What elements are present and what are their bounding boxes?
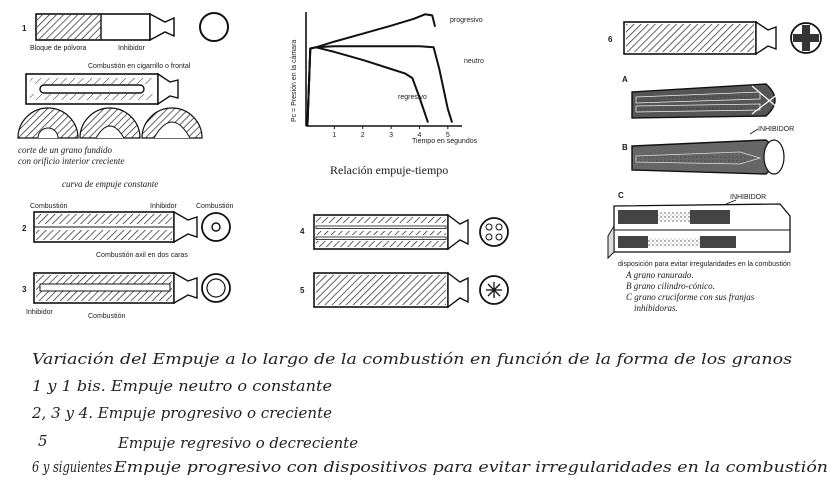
burn-section-c xyxy=(142,108,202,138)
label-c: C xyxy=(618,191,624,200)
burn-sections xyxy=(18,108,202,138)
label-inhibitor-b: INHIBIDOR xyxy=(758,126,795,133)
core-channel xyxy=(40,85,144,93)
cross-section-1 xyxy=(200,13,228,41)
handwritten-notes xyxy=(31,350,828,476)
item-number-3: 3 xyxy=(22,285,27,294)
chart-title: Relación empuje-tiempo xyxy=(330,163,449,177)
grain-1bis xyxy=(26,74,178,104)
x-tick-label: 1 xyxy=(332,132,337,139)
label-inhibitor-2: Inhibidor xyxy=(150,203,177,210)
hand-line-5-num: 6 y siguientes xyxy=(32,458,113,476)
grain-1 xyxy=(22,13,228,52)
nozzle-1 xyxy=(150,14,174,40)
series-group xyxy=(307,14,452,126)
series-label-regresivo: regresivo xyxy=(398,94,427,101)
series-line-progresivo xyxy=(307,14,435,126)
note-c-2: inhibidoras. xyxy=(634,303,678,313)
label-inhibitor-c: INHIBIDOR xyxy=(730,194,767,201)
thrust-curve-label: curva de empuje constante xyxy=(62,179,159,189)
label-combustion-2a: Combustión xyxy=(30,203,68,210)
note-b: B grano cilindro-cónico. xyxy=(626,281,715,291)
hand-line-5: Empuje progresivo con dispositivos para evitar irregularidades en la combustión xyxy=(112,458,828,476)
hand-line-4: Empuje regresivo o decreciente xyxy=(117,434,359,452)
note-title: disposición para evitar irregularidades en la combustión xyxy=(618,261,791,268)
note-line-1: corte de un grano fundido xyxy=(18,145,112,155)
label-combustion-2b: Combustión xyxy=(196,203,234,210)
x-axis-label: Tiempo en segundos xyxy=(412,138,478,145)
x-tick-label: 2 xyxy=(360,132,365,139)
label-powder-block: Bloque de pólvora xyxy=(30,45,87,52)
item-number-6: 6 xyxy=(608,35,613,44)
grain-6 xyxy=(608,22,821,54)
label-combustion-3: Combustión xyxy=(88,313,126,320)
note-c: C grano cruciforme con sus franjas xyxy=(626,292,755,302)
grain-4 xyxy=(300,215,508,249)
item-number-4: 4 xyxy=(300,227,305,236)
grain-a xyxy=(622,75,778,118)
caption-2: Combustión axil en dos caras xyxy=(96,252,188,259)
hand-line-3: 2, 3 y 4. Empuje progresivo o creciente xyxy=(30,404,333,422)
x-tick-label: 3 xyxy=(389,132,393,139)
series-line-regresivo xyxy=(307,47,428,126)
burn-section-b xyxy=(80,108,140,138)
hand-line-4-num: 5 xyxy=(38,432,48,450)
grain-c xyxy=(608,191,790,258)
disposition-notes xyxy=(618,261,791,313)
item-number-1: 1 xyxy=(22,24,27,33)
grain-b xyxy=(622,126,794,174)
item-number-5: 5 xyxy=(300,286,305,295)
note-a: A grano ranurado. xyxy=(626,270,694,280)
item-number-2: 2 xyxy=(22,224,27,233)
burn-title: Combustión en cigarrillo o frontal xyxy=(88,63,191,70)
hand-line-2: 1 y 1 bis. Empuje neutro o constante xyxy=(32,377,333,395)
label-inhibitor-1: Inhibidor xyxy=(118,45,145,52)
thrust-time-chart xyxy=(291,12,484,177)
series-label-progresivo: progresivo xyxy=(450,17,483,24)
label-inhibitor-3: Inhibidor xyxy=(26,309,53,316)
hand-line-1: Variación del Empuje a lo largo de la combustión en función de la forma de los granos xyxy=(32,350,793,368)
x-tick-label: 5 xyxy=(445,132,450,139)
grain-5 xyxy=(300,273,508,307)
series-label-neutro: neutro xyxy=(464,58,484,65)
note-line-2: con orificio interior creciente xyxy=(18,156,125,166)
label-b: B xyxy=(622,143,628,152)
grain-3 xyxy=(22,273,230,320)
label-a: A xyxy=(622,75,628,84)
grain-2 xyxy=(22,203,233,259)
x-tick-label: 4 xyxy=(417,132,422,139)
y-axis-label: Pc = Presión en la cámara xyxy=(291,39,298,122)
burn-section-a xyxy=(18,108,78,138)
series-line-neutro xyxy=(307,46,452,126)
powder-block-1 xyxy=(37,15,101,39)
